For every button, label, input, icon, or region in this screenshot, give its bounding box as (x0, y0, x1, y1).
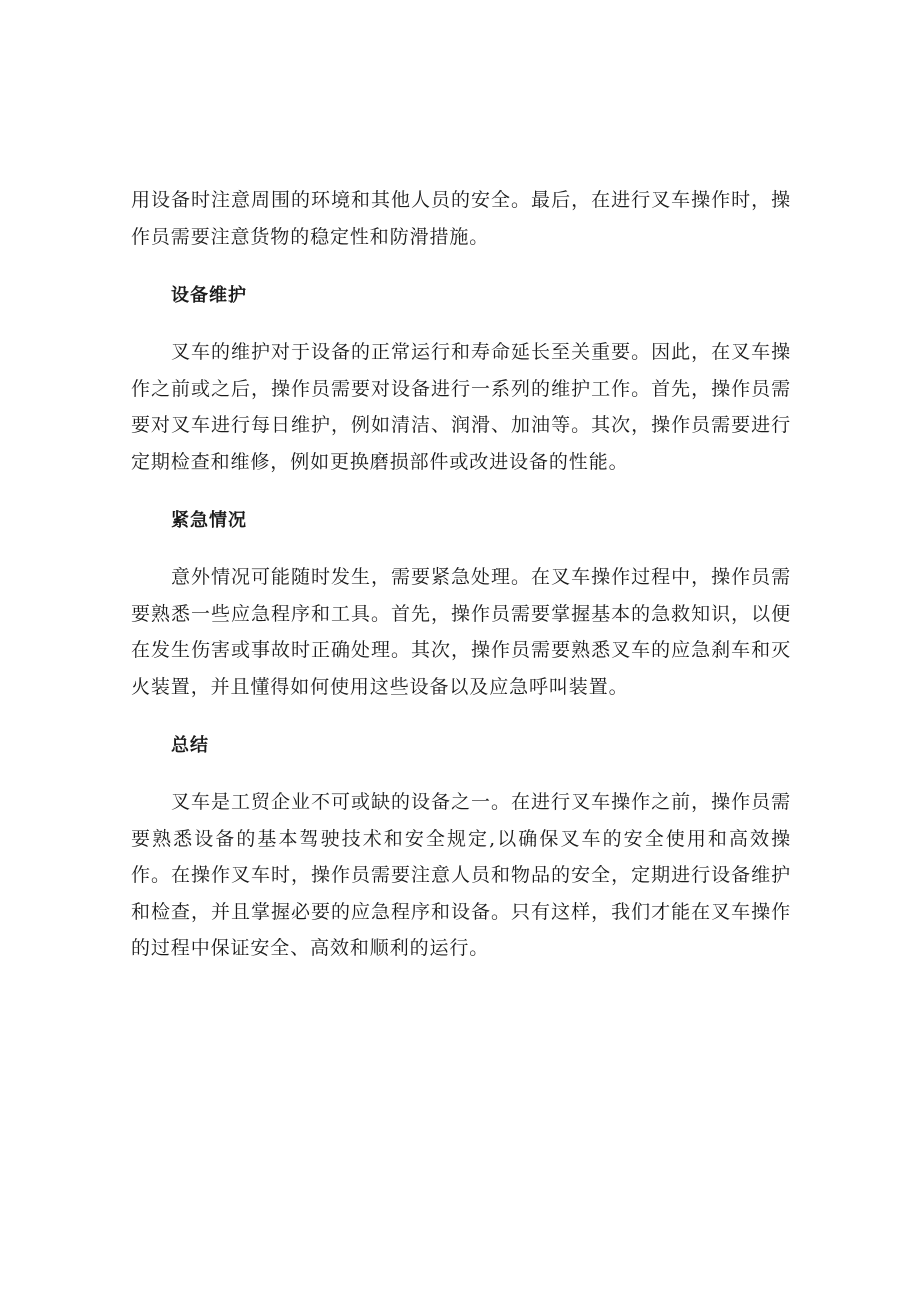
section-body-summary: 叉车是工贸企业不可或缺的设备之一。在进行叉车操作之前，操作员需要熟悉设备的基本驾驶技术和安全规定,以确保叉车的安全使用和高效操作。在操作叉车时，操作员需要注意人员和物品的安全，定期进行设备维护和检查，并且掌握必要的应急程序和设备。只有这样，我们才能在叉车操作的过程中保证安全、高效和顺利的运行。 (131, 791, 791, 959)
section-body-emergency: 意外情况可能随时发生，需要紧急处理。在叉车操作过程中，操作员需要熟悉一些应急程序和工具。首先，操作员需要掌握基本的急救知识，以便在发生伤害或事故时正确处理。其次，操作员需要熟悉叉车的应急刹车和灭火装置，并且懂得如何使用这些设备以及应急呼叫装置。 (131, 566, 791, 698)
section-heading-emergency: 紧急情况 (171, 510, 247, 531)
section-heading-summary: 总结 (171, 735, 209, 756)
intro-continuation-paragraph: 用设备时注意周围的环境和其他人员的安全。最后，在进行叉车操作时，操作员需要注意货物的稳定性和防滑措施。 (131, 189, 791, 248)
document-page (131, 182, 791, 967)
section-body-maintenance: 叉车的维护对于设备的正常运行和寿命延长至关重要。因此，在叉车操作之前或之后，操作员需要对设备进行一系列的维护工作。首先，操作员需要对叉车进行每日维护，例如清洁、润滑、加油等。其次，操作员需要进行定期检查和维修，例如更换磨损部件或改进设备的性能。 (131, 341, 791, 473)
section-heading-maintenance: 设备维护 (171, 285, 247, 306)
